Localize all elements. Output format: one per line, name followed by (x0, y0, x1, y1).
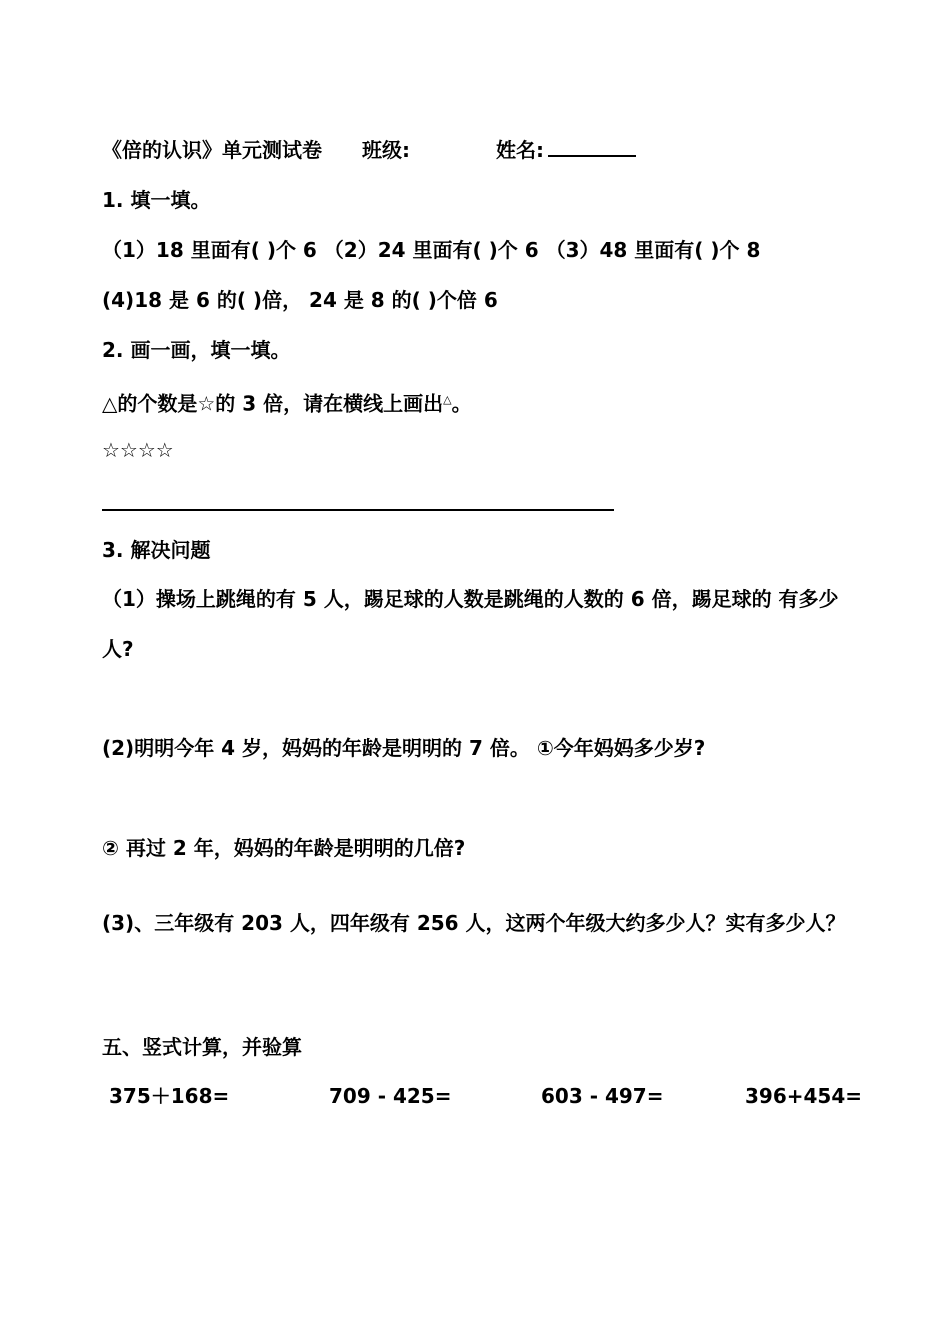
section5-title: 五、竖式计算，并验算 (102, 1035, 302, 1059)
star-row: ☆☆☆☆ (102, 438, 174, 462)
calculation-item: 603 - 497= (541, 1084, 664, 1108)
section2-instruction: △的个数是☆的 3 倍，请在横线上画出 (102, 391, 444, 416)
calculation-item: 396+454= (745, 1084, 863, 1108)
section2-instruction-row (102, 386, 472, 418)
name-blank-line[interactable] (548, 137, 636, 157)
calculation-item: 375＋168= (109, 1084, 230, 1108)
section1-line1: （1）18 里面有( )个 6 （2）24 里面有( )个 6 （3）48 里面有( )个 8 (102, 238, 761, 262)
worksheet-title: 《倍的认识》单元测试卷 (102, 138, 322, 162)
section2-instruction-end: 。 (451, 391, 472, 416)
section3-q2-line1: (2)明明今年 4 岁，妈妈的年龄是明明的 7 倍。 ①今年妈妈多少岁? (102, 736, 706, 760)
drawing-answer-line[interactable] (102, 509, 614, 511)
section3-q1-line2: 人? (102, 637, 134, 661)
section3-title: 3. 解决问题 (102, 538, 211, 562)
section1-line2: (4)18 是 6 的( )倍， 24 是 8 的( )个倍 6 (102, 288, 498, 312)
section1-title: 1. 填一填。 (102, 188, 211, 212)
worksheet-header (102, 136, 636, 164)
calculation-row (0, 1082, 950, 1112)
section3-q1-line1: （1）操场上跳绳的有 5 人，踢足球的人数是跳绳的人数的 6 倍，踢足球的 有多少 (102, 587, 839, 611)
section2-title: 2. 画一画，填一填。 (102, 338, 291, 362)
section3-q3: (3)、三年级有 203 人，四年级有 256 人，这两个年级大约多少人？实有多少人？ (102, 911, 846, 935)
calculation-item: 709 - 425= (329, 1084, 452, 1108)
section3-q2-line2: ② 再过 2 年，妈妈的年龄是明明的几倍? (102, 836, 466, 860)
name-label: 姓名: (496, 138, 544, 162)
small-triangle-icon: △ (443, 393, 452, 406)
class-label: 班级: (362, 138, 410, 162)
